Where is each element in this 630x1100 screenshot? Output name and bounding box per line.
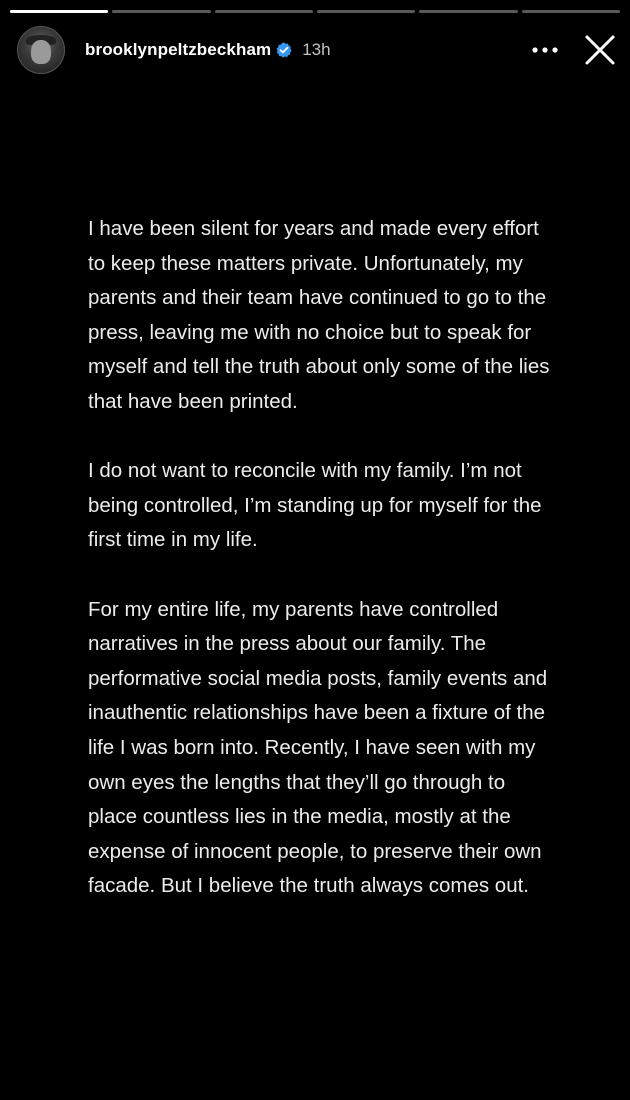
- more-horizontal-icon: [532, 47, 558, 53]
- close-button[interactable]: [582, 32, 618, 68]
- avatar-face-shape: [31, 40, 51, 64]
- story-paragraph: I do not want to reconcile with my family. I’m not being controlled, I’m standing up for myself for the first time in my life.: [88, 459, 542, 552]
- story-paragraph: For my entire life, my parents have controlled narratives in the press about our family. The performative social media posts, family events and inauthentic relationships have been a fixture of the life I was born into. Recently, I have seen with my own eyes the lengths that they’ll go through to place countless lies in the media, mostly at the expense of innocent people, to preserve their own facade. But I believe the truth always comes out.: [88, 597, 548, 898]
- progress-segment: [317, 10, 415, 13]
- story-progress-bar: [10, 10, 620, 13]
- progress-fill: [10, 10, 108, 13]
- profile-avatar[interactable]: [17, 26, 65, 74]
- progress-segment: [10, 10, 108, 13]
- story-paragraph: I have been silent for years and made every effort to keep these matters private. Unfortunately, my parents and their team have continued to go to the press, leaving me with no choice but to speak for myself and tell the truth about only some of the lies that have been printed.: [88, 217, 550, 413]
- post-timestamp: 13h: [302, 40, 331, 59]
- progress-segment: [215, 10, 313, 13]
- progress-segment: [112, 10, 210, 13]
- progress-segment: [522, 10, 620, 13]
- more-options-button[interactable]: [528, 33, 562, 67]
- story-text-body: [88, 212, 558, 938]
- progress-segment: [419, 10, 517, 13]
- close-icon: [584, 34, 616, 66]
- verified-badge-icon: [276, 42, 292, 58]
- story-header: [17, 26, 618, 74]
- username[interactable]: brooklynpeltzbeckham: [85, 40, 272, 59]
